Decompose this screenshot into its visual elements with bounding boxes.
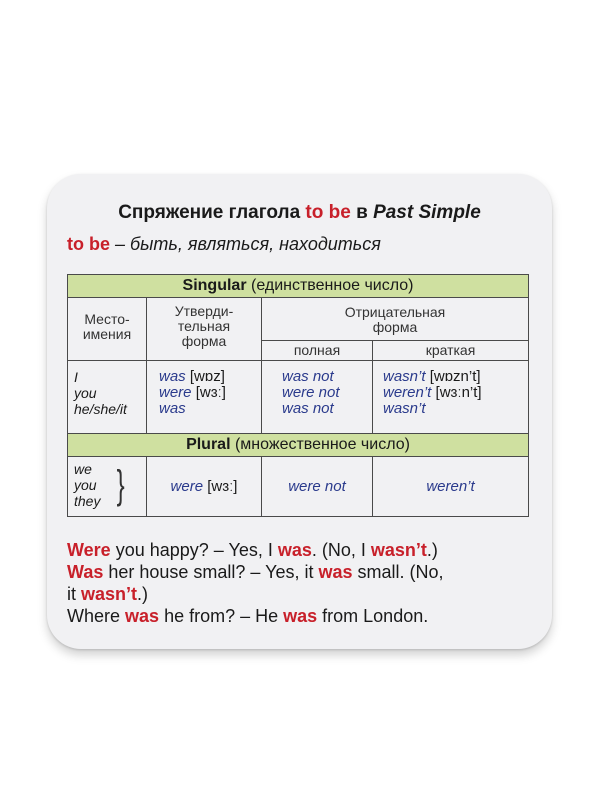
negative-short-form — [383, 401, 528, 417]
singular-affirmative — [146, 360, 262, 434]
plural-negative-full — [261, 456, 373, 517]
affirmative-form — [159, 385, 261, 401]
header-negative — [261, 297, 529, 341]
affirmative-form — [159, 369, 261, 385]
negative-short-form — [383, 369, 528, 385]
example-text: small. (No, — [352, 562, 444, 582]
subtitle-meaning: – быть, являться, находиться — [110, 234, 381, 254]
form-word: was — [159, 400, 186, 417]
example-text: . (No, I — [311, 540, 371, 560]
header-short — [372, 340, 529, 361]
header-affirmative-line: тельная — [177, 318, 231, 334]
highlighted-verb: Were — [67, 540, 111, 560]
transcription: [wɒz] — [189, 368, 225, 385]
title-verb: to be — [305, 202, 351, 223]
header-negative-line: Отрицательная — [344, 304, 446, 320]
highlighted-verb: Was — [67, 562, 104, 582]
brace: } — [116, 463, 125, 507]
plural-label-ru: (множественное число) — [230, 436, 410, 453]
header-short-label: краткая — [425, 342, 476, 358]
negative-full-form: were not — [282, 384, 340, 401]
example-text: you happy? – Yes, I — [110, 540, 278, 560]
example-sentences — [67, 539, 537, 627]
header-full-label: полная — [293, 342, 341, 358]
transcription: [wɜː] — [195, 384, 226, 401]
highlighted-verb: was — [125, 606, 160, 626]
pronoun: I — [74, 369, 78, 385]
header-pronoun — [67, 297, 147, 361]
title-tense: Past Simple — [373, 202, 481, 223]
pronoun: we — [74, 461, 92, 477]
example-line — [67, 583, 537, 605]
singular-pronouns — [67, 360, 147, 434]
highlighted-verb: was — [277, 540, 312, 560]
pronoun: you — [74, 477, 97, 493]
highlighted-verb: was — [283, 606, 318, 626]
example-text: .) — [426, 540, 438, 560]
highlighted-verb: was — [318, 562, 353, 582]
transcription: [wɜːn’t] — [435, 384, 482, 401]
form-word: wasn’t — [383, 368, 426, 385]
form-word: weren’t — [383, 384, 432, 401]
title-mid: в — [350, 202, 374, 223]
pronoun: you — [74, 385, 97, 401]
plural-label: Plural — [186, 436, 231, 453]
form-word: were — [159, 384, 192, 401]
header-pronoun-line: Место- — [84, 311, 130, 327]
subtitle-verb: to be — [67, 234, 110, 254]
header-pronoun-line: имения — [82, 326, 132, 342]
affirmative-form — [159, 401, 261, 417]
negative-full-form: were not — [288, 478, 346, 495]
example-line — [67, 605, 537, 627]
negative-short-form: weren’t — [426, 478, 475, 495]
header-affirmative-line: форма — [181, 333, 227, 349]
form-word: were — [170, 478, 204, 495]
conjugation-table — [67, 274, 529, 517]
title-prefix: Спряжение глагола — [118, 202, 306, 223]
example-text: Where — [67, 606, 126, 626]
transcription: [wɒzn’t] — [429, 368, 481, 385]
negative-short-form — [383, 385, 528, 401]
plural-negative-short — [372, 456, 529, 517]
form-word: wasn’t — [383, 400, 426, 417]
singular-label-ru: (единственное число) — [246, 277, 414, 294]
card-subtitle — [67, 234, 381, 255]
affirmative-form — [171, 478, 238, 495]
pronoun: they — [74, 493, 101, 509]
singular-label: Singular — [182, 277, 247, 294]
card-title — [47, 202, 552, 224]
example-line — [67, 561, 537, 583]
pronoun: he/she/it — [74, 401, 127, 417]
grammar-card — [47, 174, 552, 649]
negative-full-form: was not — [282, 400, 334, 417]
negative-full-form: was not — [282, 368, 334, 385]
form-word: was — [159, 368, 186, 385]
highlighted-verb: wasn’t — [81, 584, 138, 604]
example-text: from London. — [317, 606, 429, 626]
plural-affirmative — [146, 456, 262, 517]
plural-pronouns — [67, 456, 147, 517]
header-affirmative-line: Утверди- — [174, 303, 234, 319]
transcription: [wɜː] — [207, 478, 238, 495]
singular-negative-full — [261, 360, 373, 434]
highlighted-verb: wasn’t — [370, 540, 427, 560]
example-line — [67, 539, 537, 561]
singular-header — [67, 274, 529, 298]
header-negative-line: форма — [372, 319, 418, 335]
example-text: it — [67, 584, 82, 604]
singular-negative-short — [372, 360, 529, 434]
example-text: her house small? – Yes, it — [103, 562, 319, 582]
example-text: he from? – He — [159, 606, 284, 626]
header-affirmative — [146, 297, 262, 361]
plural-header — [67, 433, 529, 457]
header-full — [261, 340, 373, 361]
example-text: .) — [137, 584, 149, 604]
